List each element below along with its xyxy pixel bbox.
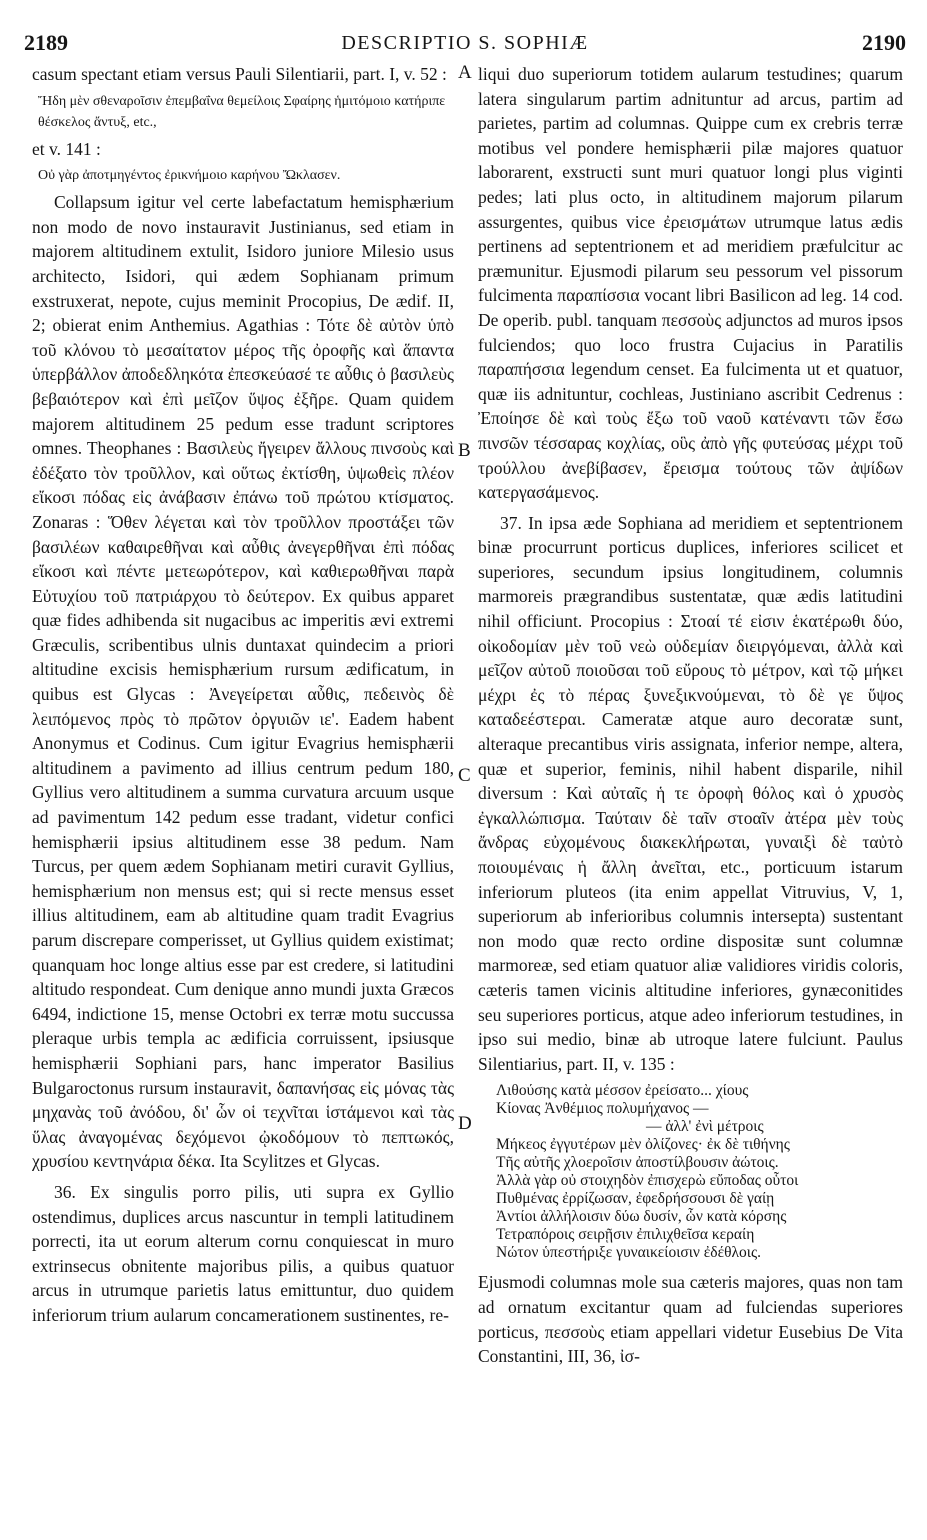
verse-quotation [496,1082,903,1262]
paragraph-section-36: 36. Ex singulis porro pilis, uti supra ex Gyllio ostendimus, duplices arcus nascuntur in templi latitudinem porrecti, ita ut eorum alterum cornu conquiescat in muro extrinsecus obnitente majoribus pilis, a quibus quatuor arcus in utrumque parietis latus emittuntur, duo quidem inferiorum trium aularum concamerationem sustinentes, re- [32,1181,454,1325]
greek-quotation: Οὐ γὰρ ἀποτμηγέντος ἐρικνήμοιο καρήνου Ὤκλασεν. [38,168,341,184]
paragraph: Ejusmodi columnas mole sua cæteris majores, quas non tam ad ornatum excitantur quam ad fulciendas superiores porticus, πεσσοὺς etiam appellari videtur Eusebius De Vita Constantini, III, 36, ἰσ- [478,1272,903,1367]
verse-line: Ἀντίοι ἀλλήλοισιν δύω δυσίν, ὧν κατὰ κόρσης [496,1208,787,1226]
page-number-right: 2190 [862,30,906,55]
verse-line: Ἀλλὰ γὰρ οὐ στοιχηδὸν ἐπισχερὼ εὔποδας οὗτοι [496,1172,799,1190]
verse-line: Τῆς αὐτῆς χλοεροῖσιν ἀποστίλβουσιν ἀώτοις. [496,1154,779,1172]
page-number-left: 2189 [24,30,68,55]
verse-line: Κίονας Ἀνθέμιος πολυμήχανος — [496,1100,709,1118]
paragraph: casum spectant etiam versus Pauli Silentiarii, part. I, v. 52 : [32,64,447,84]
paragraph-section-37: 37. In ipsa æde Sophiana ad meridiem et septentrionem binæ procurrunt porticus duplices, inferiores scilicet et superiores, secundum ipsius longitudinem, columnis marmoreis prægrandibus sustentatæ, quæ ædis latitudini nihil officiunt. Procopius : Στοαί τέ εἰσιν ἑκατέρωθι δύο, οἰκοδομίαν μὲν τοῦ νεὼ οὐδεμίαν διειργόμεναι, ἀλλὰ καὶ μεῖζον αὐτοῦ ποιοῦσαι τοῦ εὔρους τὸ μέτρον, καὶ τῷ μήκει μέχρι ἐς τὸ πέρας ξυνεξικνούμεναι, τὸ δὲ γε ὕψος καταδεέστεραι. Cameratæ atque auro decoratæ sunt, alteraque precantibus viris assignata, inferior nempe, altera, quæ et superior, feminis, nihil habent disparile, nihil diversum : Καὶ αὐταῖς ἡ τε ὀροφὴ θόλος καὶ ὁ χρυσὸς ἐγκαλλώπισμα. Ταύταιν δὲ ταῖν στοαῖν ἀτέρα μὲν τοὺς ἄνδρας εὐχομένους διακεκλήρωται, γυναιξὶ δὲ ταὐτὸ ποιουμέναις ἡ ἄλλη ἀνεῖται, etc., porticuum istarum inferiorum pluteos (ita enim appellat Vitruvius, V, 1, superiorum ab inferioribus columnis intersepta) sustentant non modo quæ recto ordine dispositæ sunt columnæ marmoreæ, sed etiam quatuor aliæ validiores viridis coloris, cæteris tamen vicinis altitudine inferiores, gynæconitides seu superiores porticus, atque adeo inferiorum testudines, in ipso sui medio, binæ ab utroque latere fulciunt. Paulus Silentiarius, part. II, v. 135 : [478,512,903,1074]
section-marker-a: A [458,62,472,83]
greek-quotation: Ἤδη μὲν σθεναροῖσιν ἐπεμβαΐνα θεμείλοις Σφαίρης ἡμιτόμοιο κατήριπε θέσκελος ἄντυξ, etc., [38,93,446,130]
section-marker-c: C [458,765,471,786]
verse-line: Λιθούσης κατὰ μέσσον ἐρείσατο... χίους [496,1082,749,1100]
paragraph: Collapsum igitur vel certe labefactatum hemisphærium non modo de novo instauravit Justinianus, sed etiam in majorem altitudinem extulit, Isidoro juniore Milesio usus architecto, Isidori, qui ædem Sophianam primum exstruxerat, nepote, cujus meminit Procopius, De ædif. II, 2; obierat enim Anthemius. Agathias : Τότε δὲ αὐτὸν ὑπὸ τοῦ κλόνου τὸ μεσαίτατον μέρος τῆς ὀροφῆς καὶ ἅπαντα ὑπερβάλλον ἀποδεδληκότα ἐπεσκεύασέ τε αὖθις ὁ βασιλεὺς βεβαιότερον καὶ ἐπὶ μεῖζον ὕψος ἐξῆρε. Quam quidem majorem altitudinem 25 pedum esse tradunt scriptores omnes. Theophanes : Βασιλεὺς ἤγειρεν ἄλλους πινσοὺς καὶ ἐδέξατο τὸν τροῦλλον, καὶ οὕτως ἐκτίσθη, ὑψωθεὶς πλέον εἴκοσι πόδας εἰς ἀνάβασιν ἐπάνω τοῦ πρώτου κτίσματος. Zonaras : Ὅθεν λέγεται καὶ τὸν τροῦλλον προστάξει τῶν βασιλέων καθαιρεθῆναι καὶ αὖθις ἀνεγερθῆναι ἐπὶ πόδας εἴκοσι καὶ πέντε μετεωρότερον, καὶ καθιερωθῆναι παρὰ Εὐτυχίου τοῦ πατριάρχου τὸ δεύτερον. Ex quibus apparet quæ fides adhibenda sit nugacibus ac imperitis ævi extremi Græculis, scribentibus ulnis duntaxat quindecim a priori altitudine excisis hemisphærium rursum ædificatum, in quibus est Glycas : Ἀνεγείρεται αὖθις, πεδεινὸς δὲ λειπόμενος πρὸς τὸ πρῶτον ὀργυιῶν ιε'. Eadem habent Anonymus et Codinus. Cum igitur Evagrius hemisphærii altitudinem a pavimento ad illius centrum pedum 180, Gyllius vero altitudinem a summa curvatura arcuum usque ad pavimentum 142 pedum esse tradant, videtur confici hemisphærii ipsius altitudinem esse 38 pedum. Nam Turcus, per quem ædem Sophianam metiri curavit Gyllius, hemisphærium non mensus est; qui si recte mensus esset illius altitudinem, eam ab altitudine quam tradit Evagrius parum discrepare comperisset, ut Gyllius quidem existimat; quanquam hoc longe altius esse par est credere, si latitudini altitudo respondeat. Cum denique anno mundi juxta Græcos 6494, indictione 15, mense Octobri ex terræ motu succussa pleraque urbis templa ac ædificia corruissent, ipsiusque hemisphærii Sophiani pars, hanc imperator Basilius Bulgaroctonus rursum instauravit, δαπανήσας εἰς μόνας τὰς μηχανὰς τοῦ ἀνόδου, δι' ὧν οἱ τεχνῖται ἱστάμενοι καὶ τὰς ὕλας ἀναγομένας δεχόμενοι ᾠκοδόμουν τὸ πεπτωκός, χρυσίου κεντηνάρια δέκα. Ita Scylitzes et Glycas. [32,192,454,1172]
section-marker-d: D [458,1113,472,1134]
verse-line: Νώτον ὑπεστήριξε γυναικείοισιν ἐδέθλοις. [496,1244,761,1262]
verse-line: Τετραπόροις σειρῇσιν ἐπιλιχθεῖσα κεραίη [496,1226,755,1244]
left-column [32,62,454,1328]
verse-line: — ἀλλ' ἐνὶ μέτροις [646,1118,764,1136]
section-marker-b: B [458,440,471,461]
running-title: DESCRIPTIO S. SOPHIÆ [341,32,589,54]
paragraph: et v. 141 : [32,138,101,159]
verse-line: Πυθμένας ἐρρίζωσαν, ἐφεδρήσσουσι δὲ γαίῃ [496,1190,775,1208]
paragraph: liqui duo superiorum totidem aularum testudines; quarum latera singularum partim adnituntur ad arcus, partim ad parietes, partim ad columnas. Quippe cum ex crebris terræ motibus vel pondere hemisphærii pilæ majores quatuor laborarent, exstructi sunt muri quatuor longi plus viginti pedes; lati plus octo, in altitudinem majorum pilarum assurgentes, quibus vice ἐρεισμάτων utrumque latus ædis pertinens ad septentrionem et ad meridiem præfulcitur ac præmunitur. Ejusmodi pilarum seu pessorum vel pissorum fulcimenta παραπίσσια vocant libri Basilicon ad leg. 14 cod. De operib. publ. tanquam πεσσοὺς adjunctos ad muros ipsos fulciendos; quo loco frustra Cujacius in Paratilis παραπήσσια legendum censet. Ea fulcimenta ut et quatuor, quæ iis adnituntur, cochleas, Justiniano ascribit Cedrenus : Ἐποίησε δὲ καὶ τοὺς ἔξω τοῦ ναοῦ κατέναντι τῶν ἔσω πινσῶν τέσσαρας κοχλίας, οὓς ἀπὸ γῆς φυτεύσας μέχρι τοῦ τρούλλου ἀνεβίβασεν, ἔρεισμα τούτους τῶν ἀψίδων κατεργασάμενος. [478,64,903,503]
right-column [478,62,903,1369]
page-header [24,30,906,60]
verse-line: Μήκεος ἐγγυτέρων μὲν ὀλίζονες· ἐκ δὲ τιθήνης [496,1136,790,1154]
